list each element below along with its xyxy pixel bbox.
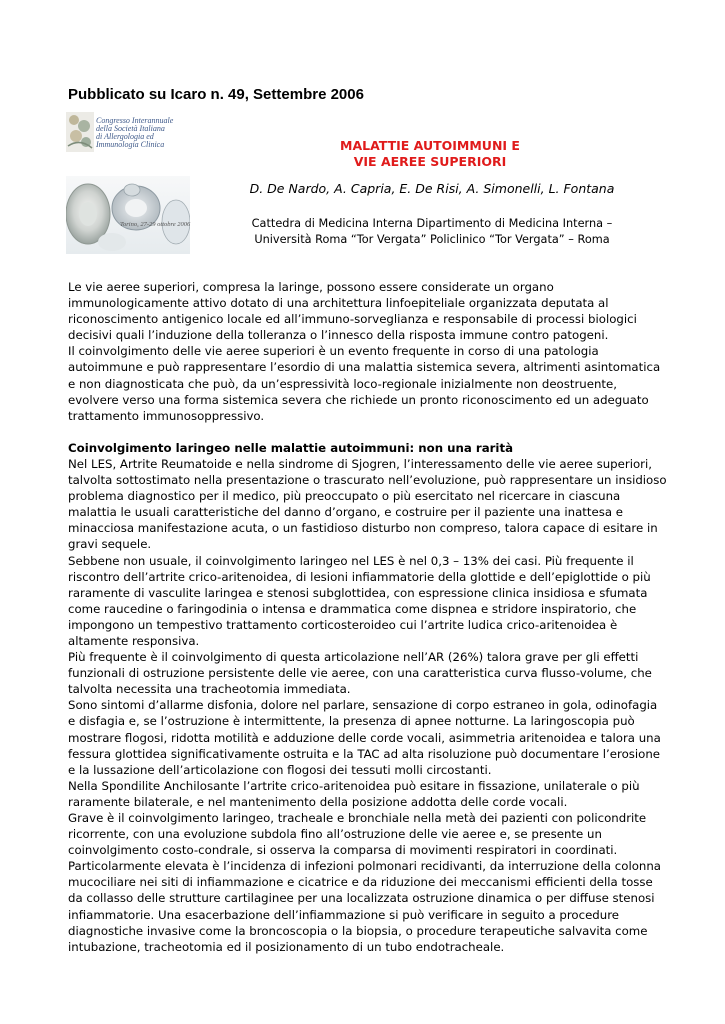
body-paragraph: Grave è il coinvolgimento laringeo, tracheale e bronchiale nella metà dei pazienti con policondrite ricorrente, con una evoluzione subdola fino all’ostruzione delle vie aeree e, se presente un coinvolgimento costo-condrale, si osserva la comparsa di movimenti respiratori in coordinati. [68, 811, 647, 858]
title-line-2: VIE AEREE SUPERIORI [353, 154, 507, 169]
body-paragraph: Particolarmente elevata è l’incidenza di infezioni polmonari recidivanti, da interruzione della colonna mucociliare nei siti di infiammazione e cicatrice e da riduzione dei meccanismi efficienti della tosse da collasso delle strutture cartilaginee per una localizzata ostruzione dinamica o per diffuse stenosi infiammatorie. Una esacerbazione dell’infiammazione si può verificare in seguito a procedure diagnostiche invasive come la broncoscopia o la biopsia, o procedure terapeutiche salvavita come intubazione, tracheotomia ed il posizionamento di un tubo endotracheale. [68, 859, 661, 954]
article-title [300, 138, 560, 170]
logo-text-line: di Allergologia ed [96, 132, 154, 141]
body-paragraph: Nel LES, Artrite Reumatoide e nella sindrome di Sjogren, l’interessamento delle vie aeree superiori, talvolta sottostimato nella presentazione o trascurato nell’evoluzione, può rappresentare un insidioso problema diagnostico per il medico, più preoccupato o più esercitato nel ricercare in ciascuna malattia le usuali caratteristiche del danno d’organo, e costruire per il paziente una inattesa e minacciosa manifestazione acuta, o un fastidioso disturbo non compreso, talora capace di esitare in gravi sequele. [68, 456, 667, 552]
body-paragraph: Nella Spondilite Anchilosante l’artrite crico-aritenoidea può esitare in fissazione, unilaterale o più raramente bilaterale, e nel mantenimento della posizione addotta delle corde vocali. [68, 778, 640, 809]
title-line-1: MALATTIE AUTOIMMUNI E [340, 138, 520, 153]
congress-logo [66, 110, 190, 260]
logo-text-line: Immunologia Clinica [96, 140, 165, 149]
body-paragraph: Sono sintomi d’allarme disfonia, dolore nel parlare, sensazione di corpo estraneo in gola, odinofagia e disfagia e, se l’ostruzione è intermittente, la presenza di apnee notturne. La laringoscopia può mostrare flogosi, ridotta motilità e adduzione delle corde vocali, asimmetria aritenoidea e talora una fessura glottidea significativamente ostruita e la TAC ad alta risoluzione può documentare l’erosione e la lussazione dell’articolazione con flogosi dei tessuti molli circostanti. [68, 698, 661, 777]
affiliation-line-1: Cattedra di Medicina Interna Dipartimento di Medicina Interna – [251, 217, 613, 230]
logo-date: Torino, 27-29 ottobre 2006 [120, 221, 191, 228]
section-heading: Coinvolgimento laringeo nelle malattie autoimmuni: non una rarità [68, 440, 514, 455]
intro-paragraph: Il coinvolgimento delle vie aeree superiori è un evento frequente in corso di una patologia autoimmune e può rappresentare l’esordio di una malattia sistemica severa, altrimenti asintomatica e non diagnosticata che può, da un’espressività loco-regionale inizialmente non deostruente, evolvere verso una forma sistemica severa che richiede un pronto riconoscimento ed un adeguato trattamento immunosoppressivo. [68, 344, 661, 423]
affiliation-line-2: Università Roma “Tor Vergata” Policlinico “Tor Vergata” – Roma [254, 233, 610, 246]
intro-paragraph: Le vie aeree superiori, compresa la laringe, possono essere considerate un organo immunologicamente attivo dotato di una architettura linfoepiteliale organizzata deputata al riconoscimento antigenico locale ed all’immuno-sorveglianza e responsabile di processi biologici decisivi quali l’induzione della tolleranza o l’innesco della risposta immune contro patogeni. [68, 280, 637, 343]
article-body [68, 279, 668, 955]
affiliation [226, 216, 638, 248]
authors: D. De Nardo, A. Capria, E. De Risi, A. Simonelli, L. Fontana [249, 181, 615, 196]
publication-note: Pubblicato su Icaro n. 49, Settembre 2006 [68, 86, 364, 103]
body-paragraph: Più frequente è il coinvolgimento di questa articolazione nell’AR (26%) talora grave per gli effetti funzionali di ostruzione persistente delle vie aeree, con una caratteristica curva flusso-volume, che talvolta necessita una tracheotomia immediata. [68, 650, 652, 697]
logo-text-line: Congresso Interannuale [96, 116, 174, 125]
body-paragraph: Sebbene non usuale, il coinvolgimento laringeo nel LES è nel 0,3 – 13% dei casi. Più frequente il riscontro dell’artrite crico-aritenoidea, di lesioni infiammatorie della glottide e dell’epiglottide o più raramente di vasculite laringea e stenosi subglottidea, con espressione clinica insidiosa e sfumata come raucedine o faringodinia o intensa e drammatica come dispnea e stridore inspiratorio, che impongono un tempestivo trattamento corticosteroideo cui l’artrite ludica crico-aritenoidea è altamente responsiva. [68, 553, 651, 648]
logo-text-line: della Società Italiana [96, 124, 165, 133]
